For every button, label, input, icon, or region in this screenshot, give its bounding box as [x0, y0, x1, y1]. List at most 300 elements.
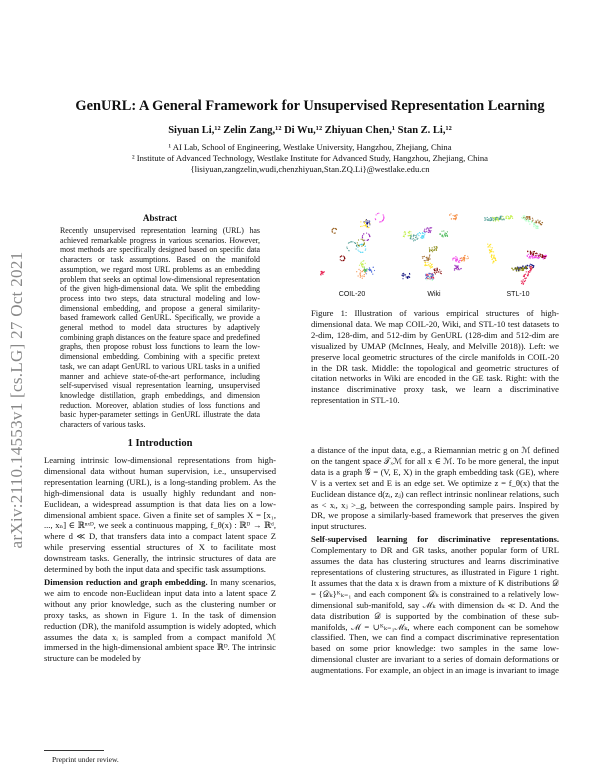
scatter-point — [531, 222, 532, 223]
scatter-point — [543, 258, 544, 259]
scatter-point — [491, 259, 492, 260]
scatter-point — [440, 272, 441, 273]
scatter-point — [431, 278, 432, 279]
scatter-point — [528, 271, 529, 272]
scatter-point — [413, 238, 414, 239]
scatter-point — [524, 219, 525, 220]
scatter-point — [367, 220, 368, 221]
scatter-point — [491, 250, 492, 251]
scatter-point — [426, 279, 427, 280]
scatter-point — [360, 263, 361, 264]
scatter-point — [362, 252, 363, 253]
scatter-point — [529, 218, 530, 219]
scatter-point — [429, 273, 430, 274]
scatter-point — [362, 275, 363, 276]
scatter-point — [425, 275, 426, 276]
right-column-text — [311, 445, 559, 678]
scatter-point — [425, 274, 426, 275]
panel-label-wiki: Wiki — [427, 291, 441, 298]
scatter-point — [366, 268, 367, 269]
scatter-point — [401, 275, 402, 276]
scatter-point — [498, 218, 499, 219]
scatter-point — [369, 223, 370, 224]
scatter-point — [458, 265, 459, 266]
scatter-point — [529, 256, 530, 257]
scatter-point — [403, 275, 404, 276]
scatter-point — [495, 220, 496, 221]
scatter-point — [530, 264, 531, 265]
scatter-point — [419, 232, 420, 233]
scatter-point — [535, 225, 536, 226]
scatter-point — [362, 237, 363, 238]
scatter-point — [434, 272, 435, 273]
scatter-point — [455, 218, 456, 219]
scatter-point — [383, 219, 384, 220]
scatter-point — [360, 275, 361, 276]
scatter-point — [518, 270, 519, 271]
scatter-point — [526, 271, 527, 272]
scatter-point — [366, 269, 367, 270]
scatter-point — [528, 254, 529, 255]
scatter-point — [363, 245, 364, 246]
scatter-point — [425, 264, 426, 265]
scatter-point — [536, 228, 537, 229]
scatter-point — [404, 236, 405, 237]
scatter-point — [451, 218, 452, 219]
scatter-point — [351, 241, 352, 242]
scatter-point — [512, 269, 513, 270]
scatter-point — [355, 243, 356, 244]
scatter-point — [445, 233, 446, 234]
scatter-point — [356, 271, 357, 272]
scatter-point — [530, 251, 531, 252]
scatter-point — [535, 253, 536, 254]
scatter-point — [521, 269, 522, 270]
scatter-point — [344, 257, 345, 258]
scatter-point — [377, 213, 378, 214]
scatter-point — [521, 217, 522, 218]
scatter-point — [422, 238, 423, 239]
scatter-point — [528, 219, 529, 220]
scatter-point — [489, 220, 490, 221]
scatter-point — [432, 264, 433, 265]
scatter-point — [492, 247, 493, 248]
scatter-point — [436, 272, 437, 273]
scatter-point — [432, 247, 433, 248]
scatter-point — [365, 263, 366, 264]
scatter-point — [422, 232, 423, 233]
scatter-point — [456, 265, 457, 266]
scatter-point — [356, 245, 357, 246]
scatter-point — [447, 231, 448, 232]
scatter-point — [532, 265, 533, 266]
scatter-point — [369, 269, 370, 270]
scatter-point — [362, 261, 363, 262]
scatter-point — [433, 275, 434, 276]
scatter-point — [428, 278, 429, 279]
scatter-point — [537, 219, 538, 220]
scatter-point — [431, 279, 432, 280]
scatter-point — [524, 281, 525, 282]
scatter-point — [447, 235, 448, 236]
scatter-point — [443, 230, 444, 231]
scatter-point — [365, 246, 366, 247]
scatter-point — [383, 217, 384, 218]
scatter-point — [361, 262, 362, 263]
scatter-point — [428, 258, 429, 259]
panel-coil20 — [320, 213, 385, 279]
scatter-point — [428, 276, 429, 277]
scatter-point — [405, 274, 406, 275]
scatter-point — [536, 222, 537, 223]
scatter-point — [346, 247, 347, 248]
scatter-point — [426, 257, 427, 258]
scatter-point — [402, 278, 403, 279]
scatter-point — [442, 235, 443, 236]
scatter-point — [492, 218, 493, 219]
scatter-point — [533, 251, 534, 252]
scatter-point — [535, 257, 536, 258]
scatter-point — [358, 275, 359, 276]
scatter-point — [429, 254, 430, 255]
scatter-point — [485, 217, 486, 218]
scatter-point — [341, 260, 342, 261]
scatter-point — [365, 271, 366, 272]
scatter-point — [430, 263, 431, 264]
scatter-point — [363, 225, 364, 226]
figure-1 — [312, 208, 560, 300]
scatter-point — [332, 229, 333, 230]
scatter-point — [366, 273, 367, 274]
paper-title: GenURL: A General Framework for Unsupervised Representation Learning — [75, 98, 545, 114]
scatter-point — [366, 225, 367, 226]
scatter-point — [489, 252, 490, 253]
scatter-point — [456, 261, 457, 262]
scatter-point — [403, 273, 404, 274]
scatter-point — [522, 269, 523, 270]
scatter-point — [357, 244, 358, 245]
scatter-point — [468, 258, 469, 259]
scatter-point — [495, 219, 496, 220]
scatter-point — [435, 270, 436, 271]
abstract-text: Recently unsupervised representation learning (URL) has achieved remarkable progress in various scenarios. However, most methods are specifically designed based on specific data characters or task assumptions. Based on the manifold assumption, we regard most URL problems as an embedding problem that seeks an optimal low-dimensional representation of the given high-dimensional data. We split the embedding process into two steps, data structural modeling and low-dimensional embedding, and propose a general similarity-based framework called GenURL. Specifically, we provide a general method to model data structures by adaptively combining graph distances on the feature space and predefined graphs, then propose robust loss functions to learn the low-dimensional embedding. Combining with a specific pretext task, we can adapt GenURL to various URL tasks in a unified manner and achieve state-of-the-art performance, including self-supervised visual representation learning, unsupervised knowledge distillation, graph embeddings, and dimension reduction. Moreover, ablation studies of loss functions and basic hyper-parameter settings in GenURL illustrate the data characters of various tasks. — [60, 226, 260, 430]
scatter-point — [416, 238, 417, 239]
scatter-point — [362, 266, 363, 267]
scatter-point — [536, 253, 537, 254]
scatter-point — [369, 236, 370, 237]
scatter-point — [365, 224, 366, 225]
scatter-point — [434, 250, 435, 251]
scatter-point — [461, 260, 462, 261]
intro-paragraph-2-lead: Dimension reduction and graph embedding. — [44, 576, 208, 587]
scatter-point — [344, 259, 345, 260]
scatter-point — [493, 261, 494, 262]
scatter-point — [464, 255, 465, 256]
scatter-point — [383, 214, 384, 215]
figure-1-caption: Figure 1: Illustration of various empirical structures of high-dimensional data. We map COIL-20, Wiki, and STL-10 test datasets to 2-dim, 128-dim, and 512-dim by GenURL (128-dim and 512-dim are visualized by UMAP (McInnes, Healy, and Melville 2018)). Left: we preserve local geometric structures of the circle manifolds in COIL-20 in the DR task. Middle: the topological and geometric structures of citation networks in Wiki are encoded in the GE task. Right: with the instance discriminative proxy task, we learn a discriminative representation in STL-10. — [311, 308, 559, 406]
scatter-point — [522, 217, 523, 218]
scatter-point — [365, 250, 366, 251]
scatter-point — [456, 257, 457, 258]
scatter-point — [493, 257, 494, 258]
scatter-point — [529, 223, 530, 224]
scatter-point — [495, 217, 496, 218]
scatter-point — [436, 249, 437, 250]
scatter-point — [510, 216, 511, 217]
intro-paragraph-2-body: In many scenarios, we aim to encode non-Euclidean input data into a latent space Z without any prior knowledge, such as the clustering number or proxy tasks, as shown in Figure 1. In the task of dimension reduction (DR), the manifold assumption is widely adopted, which assumes the data xᵢ is sampled from a compact manifold ℳ immersed in the high-dimensional ambient space ℝᴰ. The intrinsic structure can be modeled by — [44, 576, 276, 664]
scatter-point — [404, 234, 405, 235]
scatter-point — [376, 214, 377, 215]
scatter-point — [454, 218, 455, 219]
scatter-point — [429, 247, 430, 248]
scatter-point — [484, 217, 485, 218]
scatter-point — [530, 257, 531, 258]
scatter-point — [427, 227, 428, 228]
scatter-point — [487, 217, 488, 218]
scatter-point — [440, 234, 441, 235]
scatter-point — [378, 213, 379, 214]
scatter-point — [436, 250, 437, 251]
scatter-point — [415, 235, 416, 236]
scatter-point — [524, 278, 525, 279]
scatter-point — [464, 259, 465, 260]
scatter-point — [539, 257, 540, 258]
scatter-point — [362, 271, 363, 272]
scatter-point — [516, 270, 517, 271]
scatter-point — [527, 255, 528, 256]
scatter-point — [464, 258, 465, 259]
scatter-point — [512, 218, 513, 219]
scatter-point — [426, 229, 427, 230]
scatter-point — [334, 233, 335, 234]
scatter-point — [529, 267, 530, 268]
scatter-point — [525, 280, 526, 281]
scatter-point — [405, 233, 406, 234]
scatter-point — [380, 221, 381, 222]
scatter-point — [358, 250, 359, 251]
scatter-point — [404, 231, 405, 232]
scatter-point — [364, 222, 365, 223]
scatter-point — [367, 222, 368, 223]
affiliation-2: ² Institute of Advanced Technology, Westlake Institute for Advanced Study, Hangzhou, Zhejiang, China — [132, 153, 488, 163]
scatter-point — [532, 219, 533, 220]
author-emails: {lisiyuan,zangzelin,wudi,chenzhiyuan,Stan.ZQ.Li}@westlake.edu.cn — [190, 164, 430, 174]
scatter-point — [359, 251, 360, 252]
scatter-point — [439, 269, 440, 270]
scatter-point — [521, 280, 522, 281]
scatter-point — [429, 258, 430, 259]
scatter-point — [348, 243, 349, 244]
scatter-point — [369, 235, 370, 236]
scatter-point — [539, 255, 540, 256]
scatter-point — [538, 222, 539, 223]
scatter-point — [424, 260, 425, 261]
scatter-point — [410, 231, 411, 232]
scatter-point — [452, 259, 453, 260]
scatter-point — [528, 273, 529, 274]
scatter-point — [425, 278, 426, 279]
scatter-point — [356, 248, 357, 249]
scatter-point — [365, 220, 366, 221]
scatter-point — [432, 266, 433, 267]
scatter-point — [498, 220, 499, 221]
scatter-point — [497, 217, 498, 218]
scatter-point — [490, 217, 491, 218]
scatter-point — [493, 256, 494, 257]
introduction-left-column — [44, 455, 276, 666]
scatter-point — [429, 277, 430, 278]
scatter-point — [430, 230, 431, 231]
scatter-point — [357, 242, 358, 243]
scatter-point — [456, 268, 457, 269]
scatter-point — [526, 216, 527, 217]
scatter-point — [455, 256, 456, 257]
scatter-point — [545, 255, 546, 256]
scatter-point — [409, 235, 410, 236]
scatter-point — [533, 254, 534, 255]
scatter-point — [467, 256, 468, 257]
scatter-point — [544, 256, 545, 257]
scatter-point — [360, 221, 361, 222]
scatter-point — [523, 215, 524, 216]
scatter-point — [347, 248, 348, 249]
scatter-point — [333, 228, 334, 229]
scatter-point — [323, 272, 324, 273]
scatter-point — [428, 230, 429, 231]
scatter-point — [508, 216, 509, 217]
scatter-point — [429, 231, 430, 232]
scatter-point — [430, 265, 431, 266]
scatter-point — [363, 269, 364, 270]
scatter-point — [364, 276, 365, 277]
scatter-point — [539, 253, 540, 254]
scatter-point — [445, 232, 446, 233]
scatter-point — [432, 280, 433, 281]
scatter-point — [502, 216, 503, 217]
scatter-point — [455, 216, 456, 217]
scatter-point — [527, 250, 528, 251]
scatter-point — [367, 239, 368, 240]
scatter-point — [366, 222, 367, 223]
scatter-point — [430, 278, 431, 279]
scatter-point — [506, 216, 507, 217]
panel-label-coil20: COIL-20 — [338, 291, 366, 298]
scatter-point — [379, 221, 380, 222]
scatter-point — [366, 226, 367, 227]
scatter-point — [373, 267, 374, 268]
scatter-point — [454, 268, 455, 269]
scatter-point — [454, 270, 455, 271]
scatter-point — [417, 234, 418, 235]
scatter-point — [320, 271, 321, 272]
scatter-point — [489, 250, 490, 251]
panel-wiki — [401, 213, 469, 281]
scatter-point — [542, 256, 543, 257]
scatter-point — [522, 282, 523, 283]
scatter-point — [421, 236, 422, 237]
scatter-point — [430, 227, 431, 228]
scatter-point — [459, 269, 460, 270]
scatter-point — [429, 255, 430, 256]
scatter-point — [487, 219, 488, 220]
right-paragraph-2 — [311, 534, 559, 676]
scatter-point — [487, 243, 488, 244]
scatter-point — [366, 233, 367, 234]
figure-1-scatter-panels — [312, 208, 560, 290]
scatter-point — [520, 269, 521, 270]
scatter-point — [428, 264, 429, 265]
scatter-point — [528, 220, 529, 221]
footnote-rule — [44, 750, 104, 751]
affiliation-1: ¹ AI Lab, School of Engineering, Westlake University, Hangzhou, Zhejiang, China — [168, 142, 452, 152]
scatter-point — [424, 230, 425, 231]
scatter-point — [426, 258, 427, 259]
scatter-point — [535, 255, 536, 256]
scatter-point — [343, 256, 344, 257]
scatter-point — [407, 278, 408, 279]
scatter-point — [491, 249, 492, 250]
scatter-point — [322, 272, 323, 273]
scatter-point — [423, 236, 424, 237]
scatter-point — [335, 228, 336, 229]
scatter-point — [501, 219, 502, 220]
scatter-point — [491, 220, 492, 221]
scatter-point — [361, 226, 362, 227]
scatter-point — [364, 267, 365, 268]
scatter-point — [525, 220, 526, 221]
scatter-point — [410, 238, 411, 239]
scatter-point — [428, 232, 429, 233]
scatter-point — [440, 271, 441, 272]
scatter-point — [404, 232, 405, 233]
scatter-point — [435, 248, 436, 249]
right-paragraph-1: a distance of the input data, e.g., a Riemannian metric g on ℳ defined on the tangent space 𝒯ₓℳ for all x ∈ ℳ. To be more general, the input data is a graph 𝒢 = (V, E, X) in the graph embedding task (GE), where V is a vertex set and E is an edge set. We optimize z = f_θ(x) that the Euclidean distance d(zᵢ, zⱼ) can reflect intrinsic nonlinear relations, such as < xᵢ, xⱼ >_g, between the corresponding sample pairs. Inspired by DR, we propose a similarly-based framework that preserves the given input structures. — [311, 445, 559, 532]
arxiv-sidebar-stamp — [6, 210, 28, 590]
scatter-point — [519, 268, 520, 269]
scatter-point — [360, 277, 361, 278]
scatter-point — [447, 236, 448, 237]
scatter-point — [344, 258, 345, 259]
scatter-point — [322, 273, 323, 274]
scatter-point — [365, 272, 366, 273]
scatter-point — [541, 224, 542, 225]
scatter-point — [495, 260, 496, 261]
scatter-point — [544, 258, 545, 259]
scatter-point — [491, 257, 492, 258]
scatter-point — [454, 265, 455, 266]
scatter-point — [531, 221, 532, 222]
scatter-point — [458, 268, 459, 269]
scatter-point — [509, 218, 510, 219]
scatter-point — [415, 237, 416, 238]
scatter-point — [363, 233, 364, 234]
scatter-point — [510, 217, 511, 218]
scatter-point — [521, 267, 522, 268]
scatter-point — [522, 281, 523, 282]
scatter-point — [532, 267, 533, 268]
scatter-point — [506, 218, 507, 219]
scatter-point — [411, 234, 412, 235]
scatter-point — [449, 215, 450, 216]
scatter-point — [361, 265, 362, 266]
intro-paragraph-1: Learning intrinsic low-dimensional representations from high-dimensional data without human supervision, i.e., unsupervised representation learning (URL), is a long-standing problem. As the high-dimensional data is usually highly redundant and non-Euclidean, a widespread assumption is that data lies on a low-dimensional ambient space. Given a finite set of samples X = [x₁, ..., xₙ] ∈ ℝⁿˣᴰ, we seek a continuous mapping, f_θ(x) : ℝᴰ → ℝᵈ, where d ≪ D, that transfers data into a compact latent space Z while preserving essential structures of X to facilitate most downstream tasks. Generally, the intrinsic structures of data are determined by both the input data and specific task assumptions. — [44, 455, 276, 575]
scatter-point — [374, 270, 375, 271]
scatter-point — [528, 274, 529, 275]
scatter-point — [488, 218, 489, 219]
scatter-point — [429, 249, 430, 250]
scatter-point — [364, 223, 365, 224]
scatter-point — [430, 273, 431, 274]
